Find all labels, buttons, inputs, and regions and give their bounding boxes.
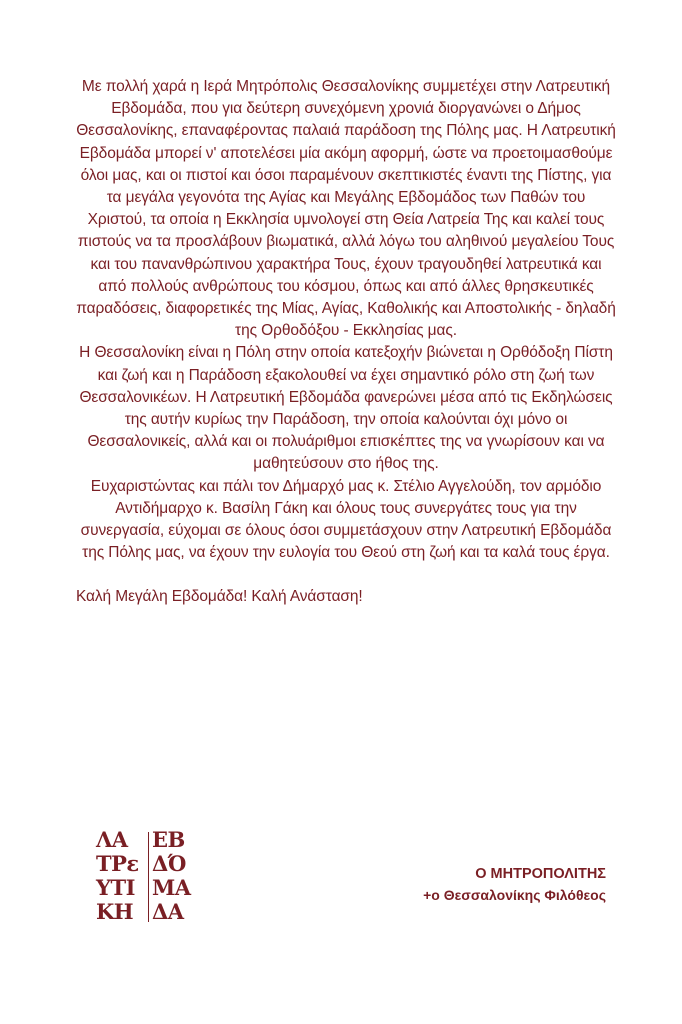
logo-left-row: ΛΑ <box>96 827 128 852</box>
letter-paragraph-3: Ευχαριστώντας και πάλι τον Δήμαρχό μας κ. Στέλιο Αγγελούδη, τον αρμόδιο Αντιδήμαρχο κ. Βασίλη Γάκη και όλους τους συνεργάτες τους για την συνεργασία, εύχομαι σε όλους όσοι συμμετάσχουν στην Λατρευτική Εβδομάδα της Πόλης μας, να έχουν την ευλογία του Θεού στη ζωή και τα καλά τους έργα. <box>80 477 612 562</box>
logo-right-row: ΕΒ <box>152 827 185 852</box>
signature-block <box>423 864 606 906</box>
logo-right-row: ΔΌ <box>152 851 186 876</box>
latreftiki-evdomada-logo <box>96 828 204 932</box>
logo-left-column <box>96 828 146 924</box>
signature-title: Ο ΜΗΤΡΟΠΟΛΙΤΗΣ <box>475 866 606 882</box>
logo-right-row: ΜΑ <box>152 875 191 900</box>
letter-closing: Καλή Μεγάλη Εβδομάδα! Καλή Ανάσταση! <box>76 588 363 606</box>
letter-paragraph-1: Με πολλή χαρά η Ιερά Μητρόπολις Θεσσαλονίκης συμμετέχει στην Λατρευτική Εβδομάδα, που για δεύτερη συνεχόμενη χρονιά διοργανώνει ο Δήμος Θεσσαλονίκης, επαναφέροντας παλαιά παράδοση της Πόλης μας. Η Λατρευτική Εβδομάδα μπορεί ν' αποτελέσει μία ακόμη αφορμή, ώστε να προετοιμασθούμε όλοι μας, και οι πιστοί και όσοι παραμένουν σκεπτικιστές έναντι της Πίστης, για τα μεγάλα γεγονότα της Αγίας και Μεγάλης Εβδομάδος των Παθών του Χριστού, τα οποία η Εκκλησία υμνολογεί στη Θεία Λατρεία Της και καλεί τους πιστούς να τα προσλάβουν βιωματικά, αλλά λόγω του αληθινού μεγαλείου Τους και του πανανθρώπινου χαρακτήρα Τους, έχουν τραγουδηθεί λατρευτικά και από πολλούς ανθρώπους του κόσμου, όπως και από άλλες θρησκευτικές παραδόσεις, διαφορετικές της Μίας, Αγίας, Καθολικής και Αποστολικής - δηλαδή της Ορθοδόξου - Εκκλησίας μας. <box>76 78 616 340</box>
logo-right-column <box>152 828 202 924</box>
logo-right-row: ΔΑ <box>152 899 184 924</box>
logo-left-row: ΥΤΙ <box>96 875 135 900</box>
letter-paragraph-2: Η Θεσσαλονίκη είναι η Πόλη στην οποία κατεξοχήν βιώνεται η Ορθόδοξη Πίστη και ζωή και η Παράδοση εξακολουθεί να έχει σημαντικό ρόλο στη ζωή των Θεσσαλονικέων. Η Λατρευτική Εβδομάδα φανερώνει μέσα από τις Εκδηλώσεις της αυτήν κυρίως την Παράδοση, την οποία καλούνται όχι μόνο οι Θεσσαλονικείς, αλλά και οι πολυάριθμοι επισκέπτες της να γνωρίσουν και να μαθητεύσουν στο ήθος της. <box>79 344 613 473</box>
logo-left-row: ΤΡε <box>96 851 139 876</box>
signature-name: +ο Θεσσαλονίκης Φιλόθεος <box>423 887 606 903</box>
logo-divider <box>148 832 149 922</box>
logo-left-row: ΚΗ <box>96 899 134 924</box>
letter-body <box>76 76 616 609</box>
